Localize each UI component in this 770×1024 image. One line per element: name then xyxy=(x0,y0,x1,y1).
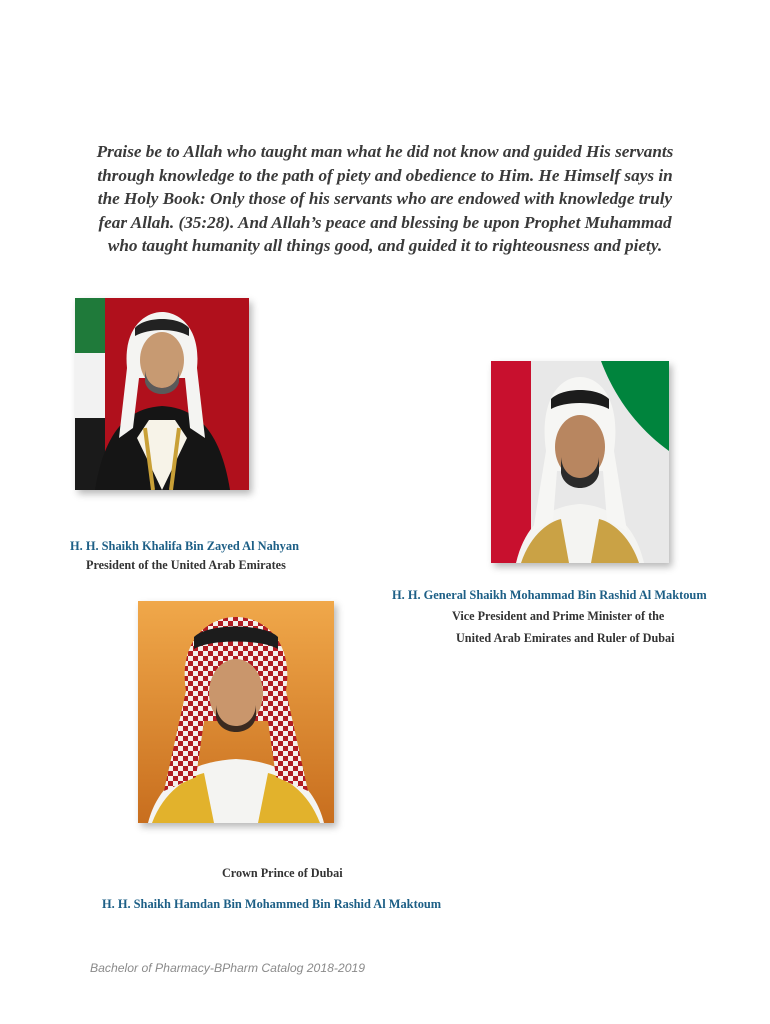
intro-line: fear Allah. (35:28). And Allah’s peace and blessing be upon Prophet Muhammad xyxy=(98,212,672,232)
leader-name-president: H. H. Shaikh Khalifa Bin Zayed Al Nahyan xyxy=(70,539,299,553)
intro-paragraph xyxy=(70,140,700,258)
leader-title-vice-president-line2: United Arab Emirates and Ruler of Dubai xyxy=(456,631,675,645)
portrait-crown-prince xyxy=(138,601,334,823)
intro-line: through knowledge to the path of piety and obedience to Him. He Himself says in xyxy=(97,165,673,185)
leader-title-president: President of the United Arab Emirates xyxy=(86,558,286,572)
portrait-president-image xyxy=(75,298,249,490)
portrait-vice-president-image xyxy=(491,361,669,563)
portrait-crown-prince-image xyxy=(138,601,334,823)
leader-title-vice-president-line1: Vice President and Prime Minister of the xyxy=(452,609,665,623)
leader-name-vice-president: H. H. General Shaikh Mohammad Bin Rashid Al Maktoum xyxy=(392,588,707,602)
intro-line: the Holy Book: Only those of his servants who are endowed with knowledge truly xyxy=(97,189,673,208)
leader-name-crown-prince: H. H. Shaikh Hamdan Bin Mohammed Bin Rashid Al Maktoum xyxy=(102,897,442,911)
intro-line: Praise be to Allah who taught man what he did not know and guided His servants xyxy=(96,142,674,161)
portrait-president xyxy=(75,298,249,490)
page-footer: Bachelor of Pharmacy-BPharm Catalog 2018-2019 xyxy=(90,961,366,975)
portrait-vice-president xyxy=(491,361,669,563)
leader-title-crown-prince: Crown Prince of Dubai xyxy=(222,866,343,880)
intro-line: who taught humanity all things good, and guided it to righteousness and piety. xyxy=(107,236,663,255)
